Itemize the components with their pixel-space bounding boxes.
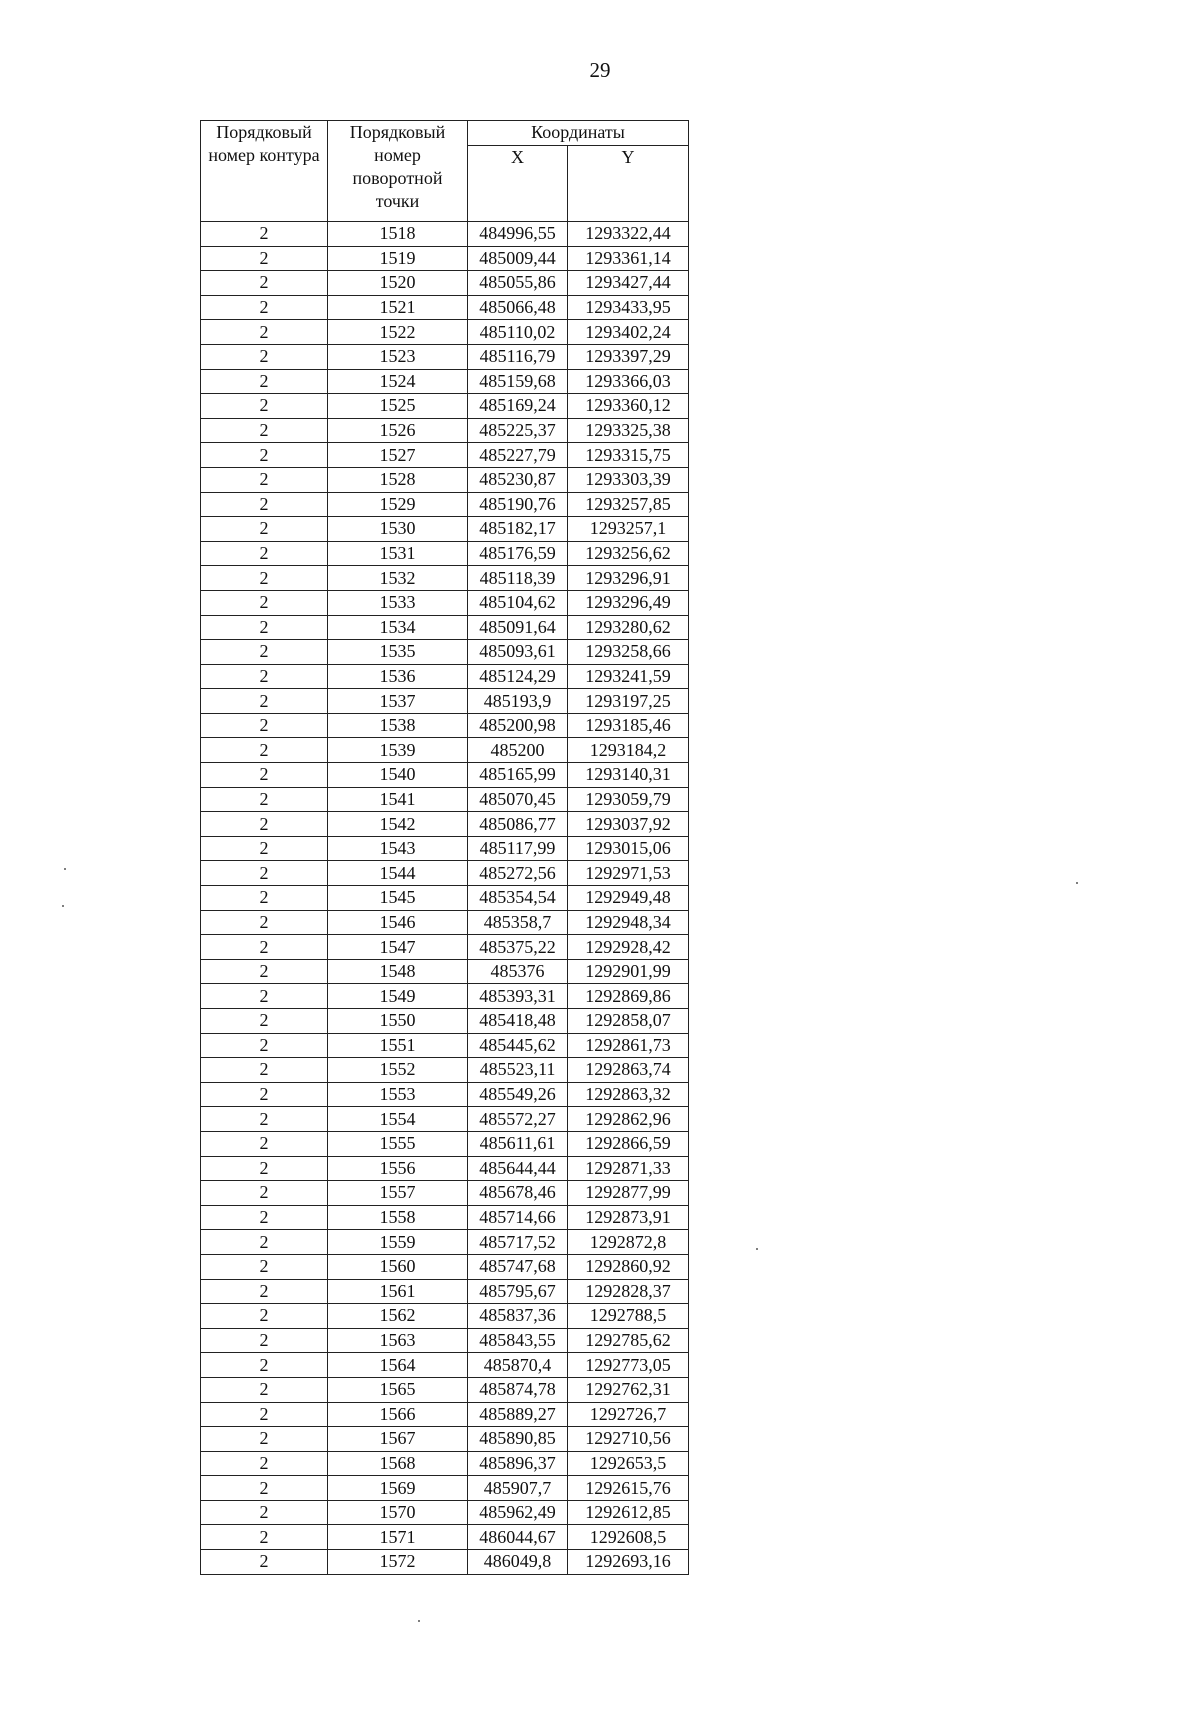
cell-contour-number: 2 [201,1304,328,1329]
cell-y: 1292858,07 [568,1009,689,1034]
table-row [201,713,689,738]
cell-contour-number: 2 [201,1107,328,1132]
cell-contour-number: 2 [201,935,328,960]
cell-point-number: 1540 [328,763,468,788]
cell-y: 1292612,85 [568,1500,689,1525]
header-coordinates: Координаты [468,121,689,146]
cell-x: 485225,37 [468,418,568,443]
cell-point-number: 1542 [328,812,468,837]
cell-contour-number: 2 [201,1181,328,1206]
cell-y: 1292948,34 [568,910,689,935]
cell-contour-number: 2 [201,492,328,517]
cell-point-number: 1530 [328,517,468,542]
cell-contour-number: 2 [201,1033,328,1058]
cell-contour-number: 2 [201,861,328,886]
cell-x: 485678,46 [468,1181,568,1206]
cell-y: 1292971,53 [568,861,689,886]
cell-point-number: 1525 [328,394,468,419]
cell-point-number: 1534 [328,615,468,640]
cell-point-number: 1571 [328,1525,468,1550]
table-row [201,664,689,689]
cell-point-number: 1555 [328,1131,468,1156]
cell-x: 485523,11 [468,1058,568,1083]
cell-y: 1293197,25 [568,689,689,714]
cell-contour-number: 2 [201,394,328,419]
cell-contour-number: 2 [201,590,328,615]
cell-y: 1293015,06 [568,836,689,861]
cell-y: 1292877,99 [568,1181,689,1206]
cell-x: 485227,79 [468,443,568,468]
cell-x: 485086,77 [468,812,568,837]
cell-x: 485747,68 [468,1254,568,1279]
cell-y: 1292866,59 [568,1131,689,1156]
cell-point-number: 1556 [328,1156,468,1181]
cell-contour-number: 2 [201,271,328,296]
table-row [201,1230,689,1255]
table-row [201,1476,689,1501]
cell-y: 1292928,42 [568,935,689,960]
cell-y: 1293296,91 [568,566,689,591]
cell-x: 485354,54 [468,886,568,911]
cell-point-number: 1554 [328,1107,468,1132]
cell-contour-number: 2 [201,541,328,566]
table-row [201,1550,689,1575]
cell-point-number: 1527 [328,443,468,468]
cell-contour-number: 2 [201,1451,328,1476]
cell-contour-number: 2 [201,1230,328,1255]
cell-contour-number: 2 [201,1402,328,1427]
cell-x: 485117,99 [468,836,568,861]
cell-point-number: 1518 [328,222,468,247]
cell-contour-number: 2 [201,1328,328,1353]
cell-x: 485896,37 [468,1451,568,1476]
cell-contour-number: 2 [201,713,328,738]
table-row [201,222,689,247]
coordinates-table [200,120,689,1575]
cell-y: 1292710,56 [568,1427,689,1452]
cell-point-number: 1528 [328,467,468,492]
cell-y: 1292901,99 [568,959,689,984]
cell-x: 485358,7 [468,910,568,935]
cell-contour-number: 2 [201,640,328,665]
cell-x: 485200 [468,738,568,763]
cell-contour-number: 2 [201,1476,328,1501]
cell-x: 485104,62 [468,590,568,615]
table-row [201,1082,689,1107]
cell-x: 485837,36 [468,1304,568,1329]
table-row [201,369,689,394]
cell-point-number: 1521 [328,295,468,320]
table-row [201,836,689,861]
cell-y: 1293257,85 [568,492,689,517]
cell-contour-number: 2 [201,1427,328,1452]
cell-x: 485091,64 [468,615,568,640]
cell-point-number: 1541 [328,787,468,812]
cell-point-number: 1533 [328,590,468,615]
cell-contour-number: 2 [201,836,328,861]
cell-point-number: 1558 [328,1205,468,1230]
cell-point-number: 1561 [328,1279,468,1304]
cell-x: 485272,56 [468,861,568,886]
cell-x: 485418,48 [468,1009,568,1034]
cell-y: 1293322,44 [568,222,689,247]
cell-y: 1293397,29 [568,344,689,369]
cell-point-number: 1562 [328,1304,468,1329]
cell-point-number: 1520 [328,271,468,296]
header-y: Y [568,146,689,222]
table-row [201,443,689,468]
cell-contour-number: 2 [201,222,328,247]
table-row [201,590,689,615]
cell-x: 485165,99 [468,763,568,788]
table-row [201,467,689,492]
cell-y: 1292873,91 [568,1205,689,1230]
cell-point-number: 1522 [328,320,468,345]
cell-y: 1293059,79 [568,787,689,812]
cell-x: 485193,9 [468,689,568,714]
cell-y: 1293256,62 [568,541,689,566]
table-row [201,344,689,369]
cell-x: 485200,98 [468,713,568,738]
table-row [201,1402,689,1427]
cell-y: 1292693,16 [568,1550,689,1575]
cell-x: 485572,27 [468,1107,568,1132]
cell-point-number: 1557 [328,1181,468,1206]
cell-x: 485611,61 [468,1131,568,1156]
cell-y: 1292862,96 [568,1107,689,1132]
cell-x: 485055,86 [468,271,568,296]
cell-point-number: 1524 [328,369,468,394]
cell-point-number: 1535 [328,640,468,665]
cell-point-number: 1551 [328,1033,468,1058]
table-row [201,1205,689,1230]
cell-y: 1292773,05 [568,1353,689,1378]
cell-y: 1292863,32 [568,1082,689,1107]
cell-contour-number: 2 [201,517,328,542]
cell-contour-number: 2 [201,1058,328,1083]
cell-y: 1292828,37 [568,1279,689,1304]
cell-y: 1293402,24 [568,320,689,345]
cell-y: 1292860,92 [568,1254,689,1279]
header-point-number: Порядковый номер поворотной точки [328,121,468,222]
cell-x: 485182,17 [468,517,568,542]
cell-x: 485118,39 [468,566,568,591]
cell-point-number: 1547 [328,935,468,960]
cell-y: 1293360,12 [568,394,689,419]
cell-point-number: 1546 [328,910,468,935]
cell-y: 1293037,92 [568,812,689,837]
table-row [201,1107,689,1132]
cell-x: 485066,48 [468,295,568,320]
cell-point-number: 1519 [328,246,468,271]
cell-y: 1293257,1 [568,517,689,542]
cell-contour-number: 2 [201,615,328,640]
scan-artifact [418,1620,420,1622]
cell-x: 485874,78 [468,1377,568,1402]
table-row [201,1525,689,1550]
table-body [201,222,689,1575]
cell-y: 1292788,5 [568,1304,689,1329]
table-row [201,1058,689,1083]
cell-x: 485890,85 [468,1427,568,1452]
table-row [201,787,689,812]
table-row [201,935,689,960]
cell-contour-number: 2 [201,910,328,935]
cell-point-number: 1529 [328,492,468,517]
cell-contour-number: 2 [201,246,328,271]
cell-point-number: 1560 [328,1254,468,1279]
table-row [201,984,689,1009]
cell-contour-number: 2 [201,369,328,394]
page-number: 29 [589,58,611,82]
cell-x: 485110,02 [468,320,568,345]
cell-y: 1293140,31 [568,763,689,788]
cell-point-number: 1564 [328,1353,468,1378]
table-row [201,1009,689,1034]
cell-point-number: 1538 [328,713,468,738]
table-row [201,1033,689,1058]
cell-x: 485393,31 [468,984,568,1009]
cell-point-number: 1565 [328,1377,468,1402]
header-x: X [468,146,568,222]
table-row [201,394,689,419]
cell-y: 1293185,46 [568,713,689,738]
table-row [201,271,689,296]
cell-point-number: 1545 [328,886,468,911]
cell-x: 485093,61 [468,640,568,665]
cell-y: 1293427,44 [568,271,689,296]
table-row [201,1304,689,1329]
cell-contour-number: 2 [201,1009,328,1034]
cell-contour-number: 2 [201,1082,328,1107]
cell-point-number: 1566 [328,1402,468,1427]
cell-point-number: 1550 [328,1009,468,1034]
cell-contour-number: 2 [201,1525,328,1550]
table-row [201,418,689,443]
table-row [201,1377,689,1402]
scan-artifact [756,1248,758,1250]
table-row [201,689,689,714]
cell-contour-number: 2 [201,738,328,763]
cell-y: 1292861,73 [568,1033,689,1058]
cell-x: 485714,66 [468,1205,568,1230]
cell-x: 485795,67 [468,1279,568,1304]
cell-y: 1292863,74 [568,1058,689,1083]
cell-y: 1292762,31 [568,1377,689,1402]
cell-x: 485176,59 [468,541,568,566]
cell-contour-number: 2 [201,1500,328,1525]
cell-contour-number: 2 [201,1254,328,1279]
table-row [201,1500,689,1525]
table-row [201,566,689,591]
table-row [201,1427,689,1452]
scan-artifact [1076,882,1078,884]
cell-y: 1292653,5 [568,1451,689,1476]
cell-contour-number: 2 [201,787,328,812]
cell-contour-number: 2 [201,418,328,443]
cell-contour-number: 2 [201,467,328,492]
cell-y: 1292785,62 [568,1328,689,1353]
cell-contour-number: 2 [201,1377,328,1402]
cell-y: 1292949,48 [568,886,689,911]
cell-y: 1293433,95 [568,295,689,320]
table-row [201,763,689,788]
cell-point-number: 1544 [328,861,468,886]
scan-artifact [62,905,64,907]
cell-y: 1293303,39 [568,467,689,492]
cell-x: 485230,87 [468,467,568,492]
cell-point-number: 1536 [328,664,468,689]
cell-y: 1293325,38 [568,418,689,443]
cell-x: 485445,62 [468,1033,568,1058]
cell-x: 485190,76 [468,492,568,517]
cell-y: 1293184,2 [568,738,689,763]
cell-point-number: 1568 [328,1451,468,1476]
cell-x: 485009,44 [468,246,568,271]
cell-point-number: 1569 [328,1476,468,1501]
cell-x: 485907,7 [468,1476,568,1501]
cell-x: 485889,27 [468,1402,568,1427]
table-row [201,959,689,984]
cell-y: 1292872,8 [568,1230,689,1255]
table-row [201,886,689,911]
cell-x: 485124,29 [468,664,568,689]
cell-contour-number: 2 [201,1279,328,1304]
cell-contour-number: 2 [201,664,328,689]
table-row [201,1181,689,1206]
cell-contour-number: 2 [201,812,328,837]
table-row [201,517,689,542]
table-row [201,615,689,640]
cell-point-number: 1526 [328,418,468,443]
scan-artifact [64,868,66,870]
cell-y: 1292608,5 [568,1525,689,1550]
cell-x: 485375,22 [468,935,568,960]
cell-point-number: 1548 [328,959,468,984]
cell-y: 1293296,49 [568,590,689,615]
cell-point-number: 1543 [328,836,468,861]
cell-contour-number: 2 [201,443,328,468]
cell-contour-number: 2 [201,566,328,591]
cell-contour-number: 2 [201,1353,328,1378]
cell-point-number: 1570 [328,1500,468,1525]
cell-x: 485962,49 [468,1500,568,1525]
cell-point-number: 1553 [328,1082,468,1107]
cell-x: 485717,52 [468,1230,568,1255]
cell-point-number: 1552 [328,1058,468,1083]
cell-point-number: 1523 [328,344,468,369]
cell-y: 1293361,14 [568,246,689,271]
table-row [201,738,689,763]
table-row [201,1131,689,1156]
cell-y: 1293366,03 [568,369,689,394]
table-row [201,1254,689,1279]
cell-point-number: 1563 [328,1328,468,1353]
cell-point-number: 1531 [328,541,468,566]
cell-contour-number: 2 [201,763,328,788]
cell-contour-number: 2 [201,1156,328,1181]
cell-contour-number: 2 [201,344,328,369]
cell-y: 1293280,62 [568,615,689,640]
table-row [201,492,689,517]
table-row [201,812,689,837]
cell-contour-number: 2 [201,1550,328,1575]
cell-y: 1292869,86 [568,984,689,1009]
cell-x: 485376 [468,959,568,984]
cell-x: 485549,26 [468,1082,568,1107]
cell-x: 485070,45 [468,787,568,812]
table-row [201,320,689,345]
table-row [201,640,689,665]
table-row [201,1353,689,1378]
cell-point-number: 1559 [328,1230,468,1255]
cell-y: 1293241,59 [568,664,689,689]
table-row [201,910,689,935]
cell-point-number: 1537 [328,689,468,714]
table-row [201,861,689,886]
cell-point-number: 1572 [328,1550,468,1575]
cell-point-number: 1532 [328,566,468,591]
cell-x: 486044,67 [468,1525,568,1550]
cell-contour-number: 2 [201,689,328,714]
cell-x: 486049,8 [468,1550,568,1575]
cell-contour-number: 2 [201,959,328,984]
cell-contour-number: 2 [201,1131,328,1156]
cell-point-number: 1549 [328,984,468,1009]
table-row [201,541,689,566]
cell-y: 1292726,7 [568,1402,689,1427]
cell-point-number: 1539 [328,738,468,763]
cell-x: 484996,55 [468,222,568,247]
table-row [201,295,689,320]
cell-y: 1292871,33 [568,1156,689,1181]
header-contour-number: Порядковый номер контура [201,121,328,222]
cell-x: 485159,68 [468,369,568,394]
table-row [201,1451,689,1476]
cell-y: 1293315,75 [568,443,689,468]
cell-point-number: 1567 [328,1427,468,1452]
cell-x: 485870,4 [468,1353,568,1378]
table-row [201,1156,689,1181]
table-row [201,1279,689,1304]
cell-x: 485843,55 [468,1328,568,1353]
cell-y: 1292615,76 [568,1476,689,1501]
cell-x: 485116,79 [468,344,568,369]
cell-contour-number: 2 [201,320,328,345]
cell-contour-number: 2 [201,295,328,320]
cell-contour-number: 2 [201,886,328,911]
cell-contour-number: 2 [201,1205,328,1230]
cell-x: 485644,44 [468,1156,568,1181]
cell-x: 485169,24 [468,394,568,419]
cell-contour-number: 2 [201,984,328,1009]
table-row [201,246,689,271]
cell-y: 1293258,66 [568,640,689,665]
table-row [201,1328,689,1353]
